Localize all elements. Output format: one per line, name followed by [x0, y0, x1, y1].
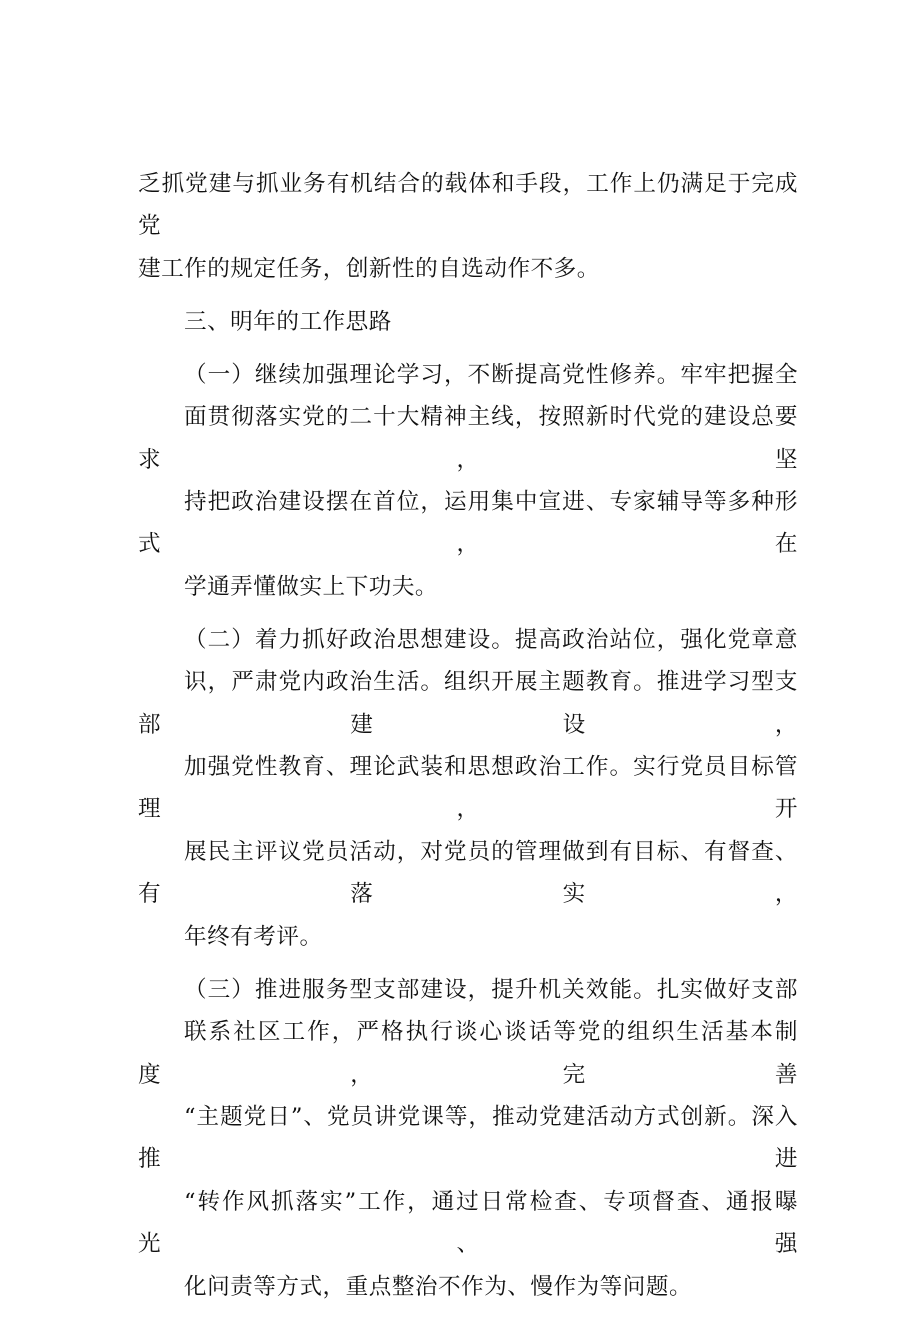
paragraph-line: 乏抓党建与抓业务有机结合的载体和手段，工作上仍满足于完成党 [138, 171, 798, 240]
paragraph-p0 [138, 163, 798, 290]
paragraph-p3 [138, 619, 798, 958]
paragraph-line: 三、明年的工作思路 [184, 308, 392, 335]
paragraph-p4 [138, 969, 798, 1308]
paragraph-line: （一）继续加强理论学习，不断提高党性修养。牢牢把握全 [184, 361, 798, 388]
paragraph-line: 展民主评议党员活动，对党员的管理做到有目标、有督查、有落实， [138, 838, 798, 908]
document-body [138, 163, 798, 1319]
paragraph-line: 加强党性教育、理论武装和思想政治工作。实行党员目标管理，开 [138, 754, 798, 823]
paragraph-line: （三）推进服务型支部建设，提升机关效能。扎实做好支部 [184, 976, 798, 1003]
paragraph-line: “转作风抓落实”工作，通过日常检查、专项督查、通报曝光、强 [138, 1188, 798, 1258]
paragraph-line: “主题党日”、党员讲党课等，推动党建活动方式创新。深入推进 [138, 1103, 798, 1173]
paragraph-line: 学通弄懂做实上下功夫。 [184, 573, 439, 600]
paragraph-line: 建工作的规定任务，创新性的自选动作不多。 [138, 255, 600, 282]
paragraph-line: 面贯彻落实党的二十大精神主线，按照新时代党的建设总要求，坚 [138, 404, 798, 473]
paragraph-line: 年终有考评。 [184, 923, 323, 950]
paragraph-line: （二）着力抓好政治思想建设。提高政治站位，强化党章意 [184, 626, 798, 653]
paragraph-line: 识，严肃党内政治生活。组织开展主题教育。推进学习型支部建设， [138, 669, 798, 738]
paragraph-line: 联系社区工作，严格执行谈心谈话等党的组织生活基本制度，完善 [138, 1019, 798, 1088]
paragraph-line: 持把政治建设摆在首位，运用集中宣进、专家辅导等多种形式，在 [138, 489, 798, 558]
paragraph-p1 [138, 301, 798, 343]
paragraph-line: 化问责等方式，重点整治不作为、慢作为等问题。 [184, 1273, 693, 1300]
paragraph-p2 [138, 354, 798, 608]
